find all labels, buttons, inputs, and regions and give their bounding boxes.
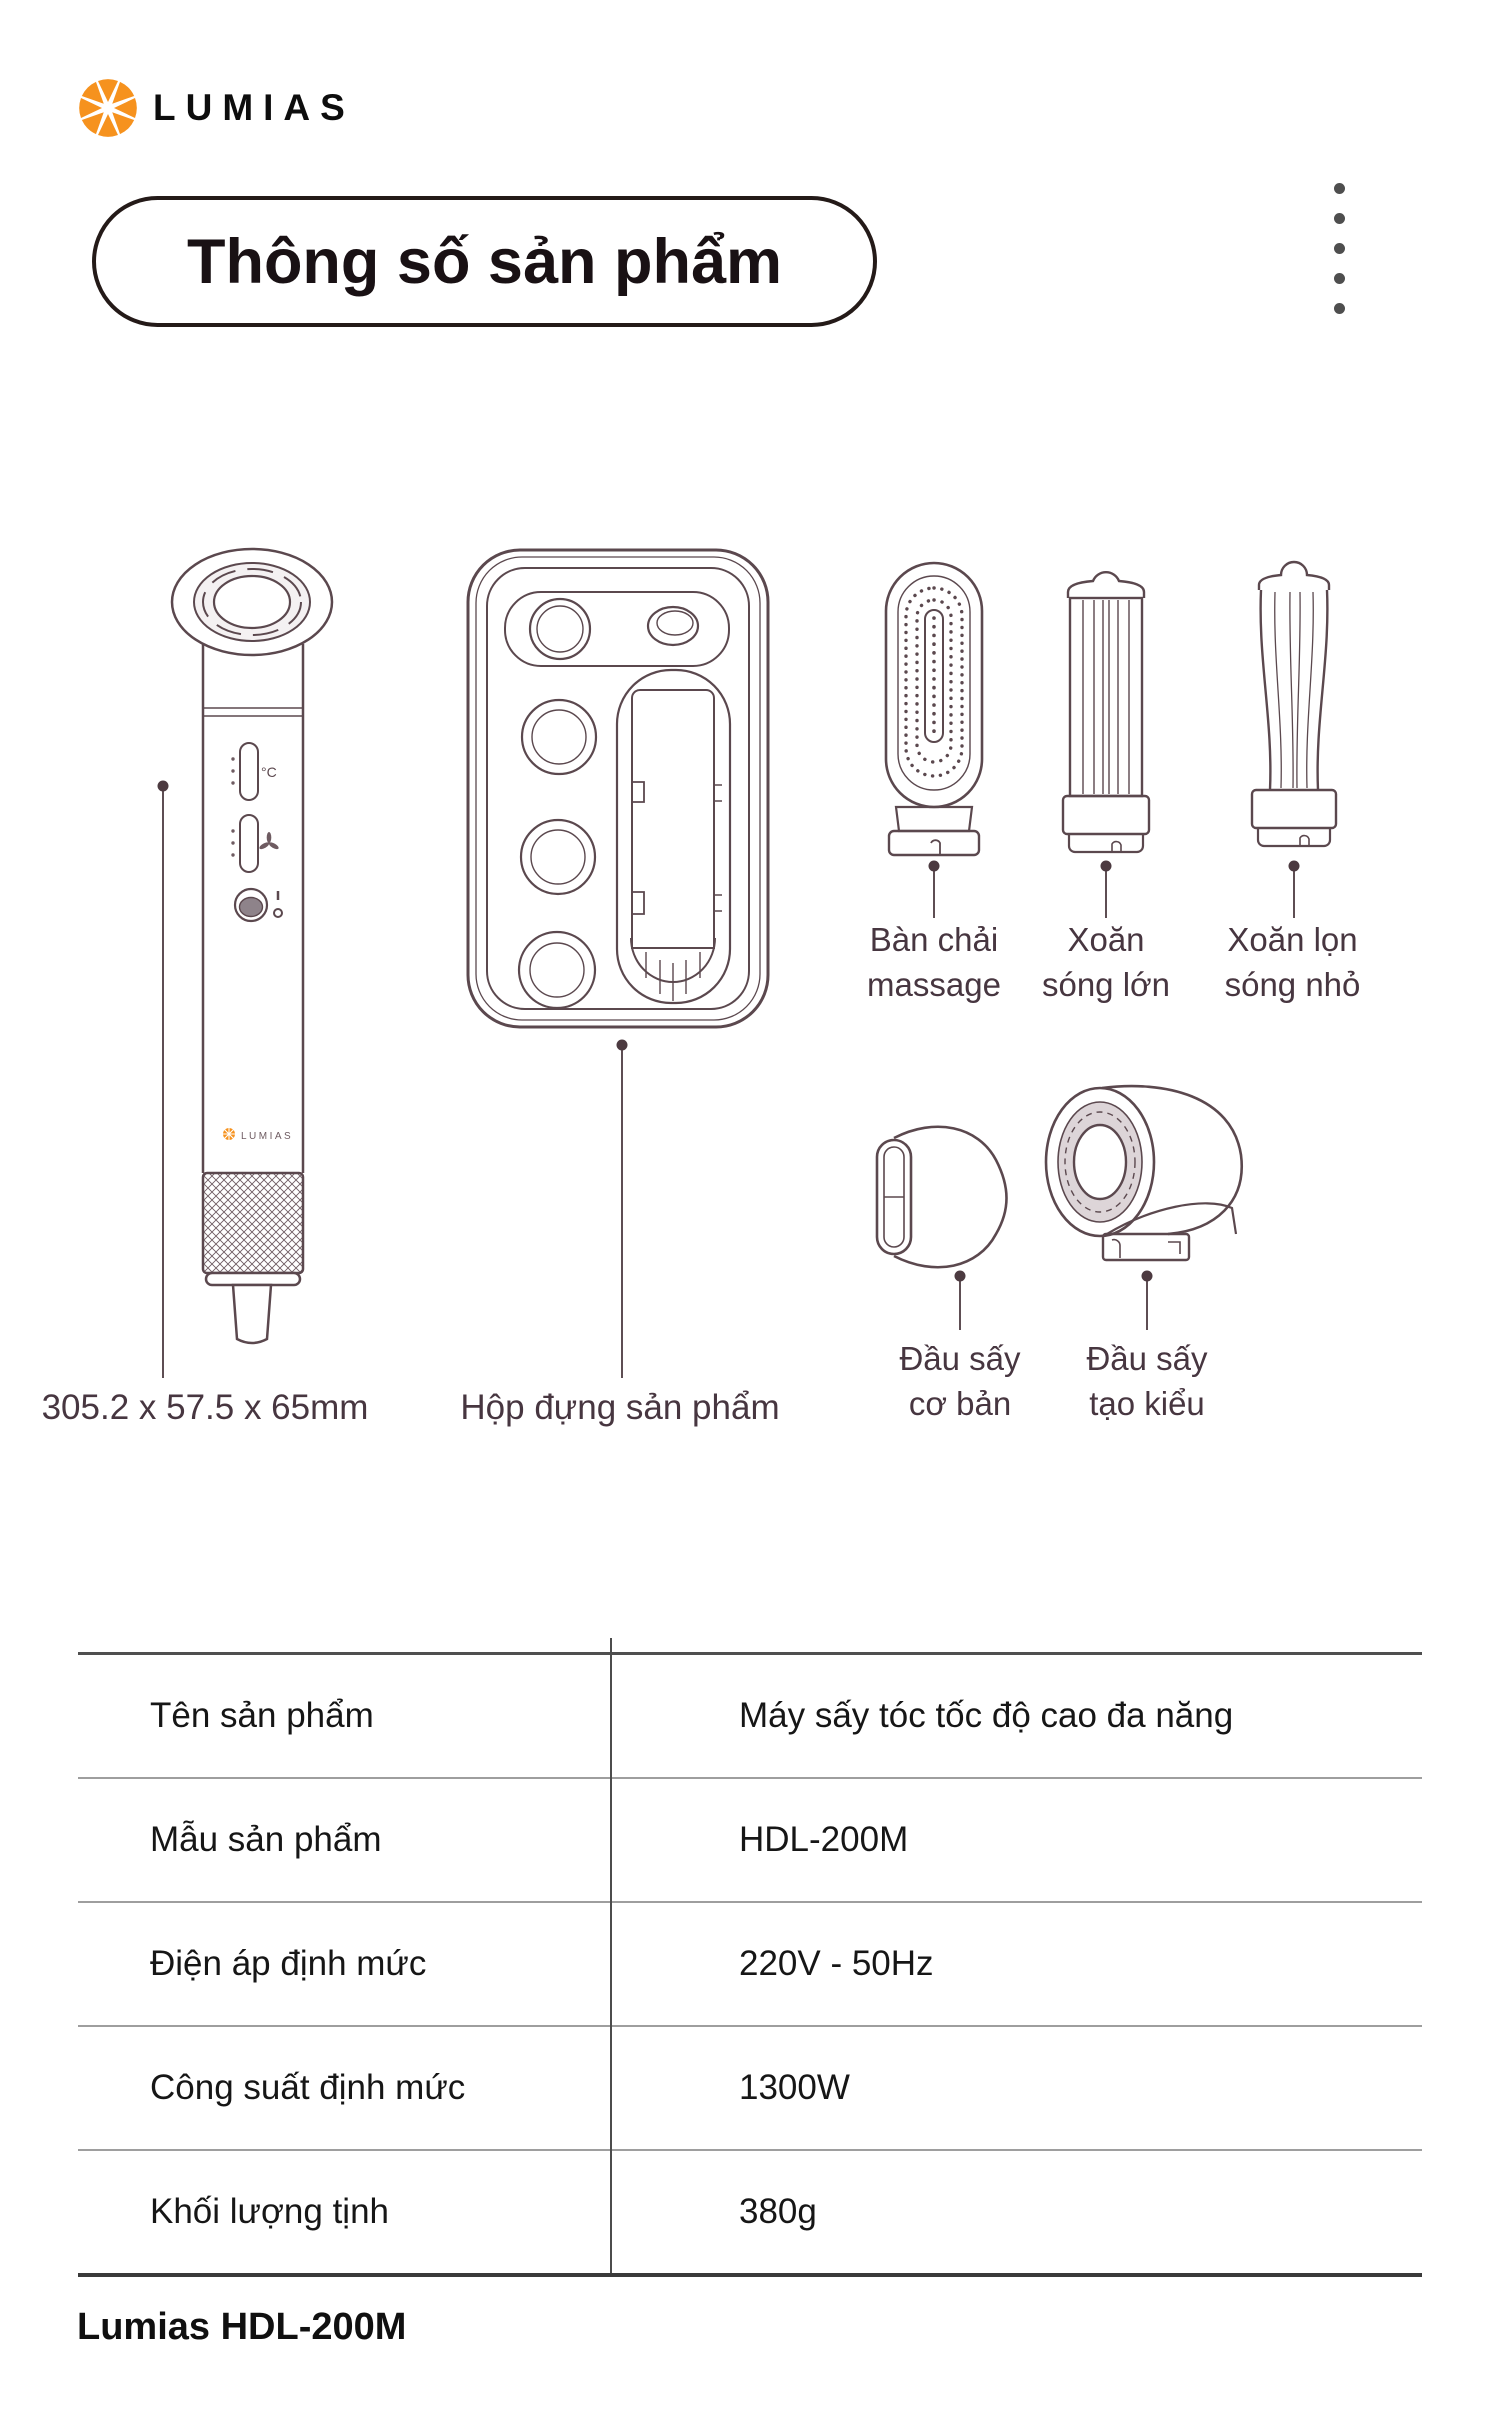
speed-button — [240, 815, 258, 872]
spec-label: Công suất định mức — [150, 2068, 466, 2107]
hair-dryer-illustration — [158, 549, 333, 1378]
decorative-dots — [1334, 183, 1345, 333]
table-row — [78, 1779, 1422, 1903]
svg-text:LUMIAS: LUMIAS — [241, 1131, 294, 1142]
massage-brush-illustration — [886, 563, 982, 918]
spec-value: Máy sấy tóc tốc độ cao đa năng — [739, 1696, 1234, 1735]
table-row — [78, 1655, 1422, 1779]
spec-label: Tên sản phẩm — [150, 1696, 374, 1735]
basic-dryer-head-illustration — [877, 1127, 1007, 1330]
spec-value: HDL-200M — [739, 1820, 909, 1859]
dot — [1334, 213, 1345, 224]
lumias-pinwheel-icon — [78, 78, 138, 138]
spec-value: 380g — [739, 2192, 817, 2231]
brand-logo — [78, 78, 355, 138]
mini-brand-mark — [222, 1127, 293, 1142]
storage-case-illustration — [468, 550, 768, 1378]
label-styling-dryer-head: Đầu sấy tạo kiểu — [1086, 1340, 1208, 1422]
label-big-wave-curler: Xoăn sóng lớn — [1041, 921, 1171, 1003]
label-massage-brush: Bàn chải massage — [867, 921, 1001, 1003]
page-title: Thông số sản phẩm — [186, 226, 783, 297]
temp-button — [240, 743, 258, 800]
temp-control-label: °C — [261, 764, 277, 780]
label-basic-dryer-head: Đầu sấy cơ bản — [899, 1340, 1021, 1422]
small-curl-curler-illustration — [1252, 562, 1336, 918]
styling-dryer-head-illustration — [1046, 1086, 1242, 1330]
label-storage-case: Hộp đựng sản phẩm — [460, 1388, 780, 1427]
table-row — [78, 2151, 1422, 2273]
dot — [1334, 273, 1345, 284]
spec-value: 220V - 50Hz — [739, 1944, 934, 1983]
dot — [1334, 243, 1345, 254]
spec-label: Điện áp định mức — [150, 1944, 427, 1983]
spec-label: Mẫu sản phẩm — [150, 1820, 382, 1859]
brand-wordmark: LUMIAS — [153, 87, 355, 128]
footer-model-name: Lumias HDL-200M — [77, 2306, 407, 2348]
dot — [1334, 303, 1345, 314]
section-title-box — [92, 196, 877, 327]
table-row — [78, 1903, 1422, 2027]
table-row — [78, 2027, 1422, 2151]
label-dryer-dimensions: 305.2 x 57.5 x 65mm — [41, 1388, 369, 1427]
table-divider — [610, 1638, 612, 2273]
spec-value: 1300W — [739, 2068, 850, 2107]
fan-icon — [258, 832, 279, 850]
big-wave-curler-illustration — [1063, 572, 1149, 918]
dot — [1334, 183, 1345, 194]
spec-label: Khối lượng tịnh — [150, 2192, 390, 2231]
spec-table — [78, 1652, 1422, 2277]
label-small-curl-curler: Xoăn lọn sóng nhỏ — [1224, 921, 1361, 1003]
